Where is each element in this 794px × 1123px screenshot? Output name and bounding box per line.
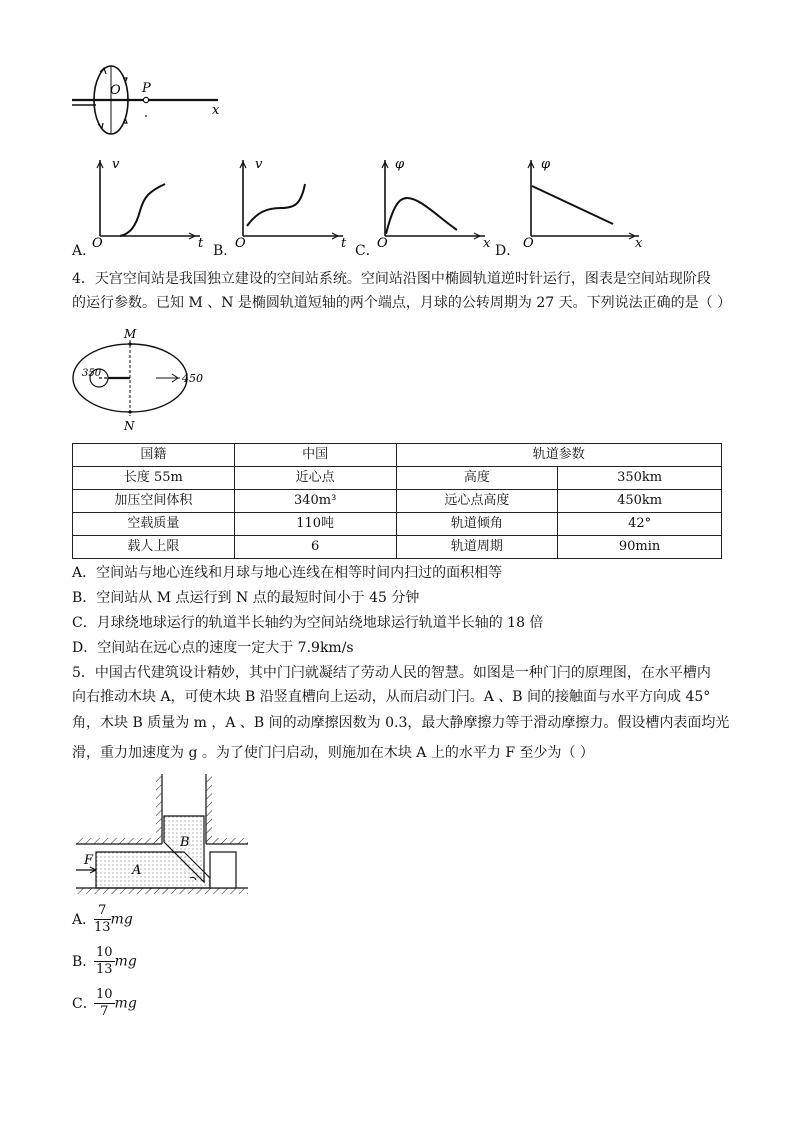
- table-cell: 350km: [558, 467, 722, 490]
- q4-option-c: C．月球绕地球运行的轨道半长轴约为空间站绕地球运行轨道半长轴的 18 倍: [72, 615, 544, 631]
- svg-text:450: 450: [182, 372, 203, 385]
- label-o: O: [110, 83, 121, 98]
- svg-text:x: x: [635, 236, 643, 248]
- table-cell: 42°: [558, 513, 722, 536]
- graph-b: [233, 156, 348, 248]
- svg-text:O: O: [523, 236, 534, 248]
- curve-d: [532, 186, 613, 224]
- orbit-figure: [72, 326, 242, 434]
- table-cell: 远心点高度: [396, 490, 558, 513]
- graph-d: [521, 156, 646, 248]
- svg-text:M: M: [124, 327, 137, 341]
- table-cell: 轨道参数: [396, 444, 722, 467]
- svg-text:t: t: [198, 236, 204, 248]
- q5-stem-line1: 5．中国古代建筑设计精妙，其中门闩就凝结了劳动人民的智慧。如图是一种门闩的原理图，在水平槽内: [72, 665, 711, 681]
- table-cell: 110吨: [234, 513, 396, 536]
- q4-option-a: A．空间站与地心连线和月球与地心连线在相等时间内扫过的面积相等: [72, 565, 503, 581]
- svg-text:350: 350: [82, 368, 102, 379]
- svg-text:A: A: [132, 863, 142, 878]
- option-c-letter: C．: [355, 243, 380, 259]
- svg-text:O: O: [377, 236, 388, 248]
- table-cell: 国籍: [73, 444, 235, 467]
- table-cell: 6: [234, 536, 396, 559]
- q5-stem-line3: 角，木块 B 质量为 m ，A 、B 间的动摩擦因数为 0.3，最大静摩擦力等于滑动摩擦力。假设槽内表面均光: [72, 715, 730, 731]
- table-cell: 高度: [396, 467, 558, 490]
- table-cell: 载人上限: [73, 536, 235, 559]
- graph-a: [90, 156, 205, 248]
- table-cell: 340m³: [234, 490, 396, 513]
- label-x: x: [212, 103, 220, 118]
- svg-text:x: x: [483, 236, 490, 248]
- table-cell: 加压空间体积: [73, 490, 235, 513]
- svg-text:O: O: [92, 236, 103, 248]
- params-table: [72, 443, 722, 559]
- table-row: [73, 467, 722, 490]
- svg-text:v: v: [112, 157, 120, 172]
- option-b-letter: B．: [213, 243, 238, 259]
- q4-option-d: D．空间站在远心点的速度一定大于 7.9km/s: [72, 640, 354, 656]
- option-d-letter: D．: [495, 243, 521, 259]
- table-cell: 轨道倾角: [396, 513, 558, 536]
- svg-text:F: F: [84, 853, 94, 868]
- svg-text:φ: φ: [395, 157, 405, 172]
- q5-option-b: B． $\frac{10}{13}$ mg: [72, 945, 137, 977]
- curve-a: [120, 184, 165, 236]
- graph-c: [375, 156, 490, 248]
- q4-option-b: B．空间站从 M 点运行到 N 点的最短时间小于 45 分钟: [72, 590, 420, 606]
- table-cell: 空载质量: [73, 513, 235, 536]
- table-cell: 近心点: [234, 467, 396, 490]
- table-row: [73, 444, 722, 467]
- table-cell: 450km: [558, 490, 722, 513]
- table-row: [73, 490, 722, 513]
- table-cell: 轨道周期: [396, 536, 558, 559]
- table-cell: 长度 55m: [73, 467, 235, 490]
- point-p: [143, 97, 148, 102]
- svg-text:O: O: [235, 236, 246, 248]
- q5-option-a: A． $\frac{7}{13}$ mg: [72, 903, 133, 935]
- q5-stem-line2: 向右推动木块 A，可使木块 B 沿竖直槽向上运动，从而启动门闩。A 、B 间的接触面与水平方向成 45°: [72, 689, 711, 705]
- q4-stem-line2: 的运行参数。已知 M 、N 是椭圆轨道短轴的两个端点，月球的公转周期为 27 天。下列说法正确的是（ ）: [72, 295, 732, 311]
- curve-b: [247, 184, 305, 226]
- svg-text:φ: φ: [541, 157, 551, 172]
- q5-option-c: C． $\frac{10}{7}$ mg: [72, 987, 137, 1019]
- svg-text:B: B: [180, 835, 190, 850]
- option-a-letter: A．: [72, 243, 97, 259]
- curve-c: [386, 198, 457, 234]
- svg-text:t: t: [341, 236, 347, 248]
- q5-stem-line4: 滑，重力加速度为 g 。为了使门闩启动，则施加在木块 A 上的水平力 F 至少为（ ）: [72, 745, 594, 761]
- table-row: [73, 536, 722, 559]
- table-row: [73, 513, 722, 536]
- svg-text:v: v: [255, 157, 263, 172]
- q4-stem-line1: 4．天宫空间站是我国独立建设的空间站系统。空间站沿图中椭圆轨道逆时针运行，图表是空间站现阶段: [72, 271, 711, 287]
- table-cell: 90min: [558, 536, 722, 559]
- latch-figure: [72, 772, 252, 894]
- label-p: P: [142, 81, 151, 96]
- svg-text:N: N: [124, 419, 135, 433]
- table-cell: 中国: [234, 444, 396, 467]
- ring-axis-figure: [68, 58, 238, 140]
